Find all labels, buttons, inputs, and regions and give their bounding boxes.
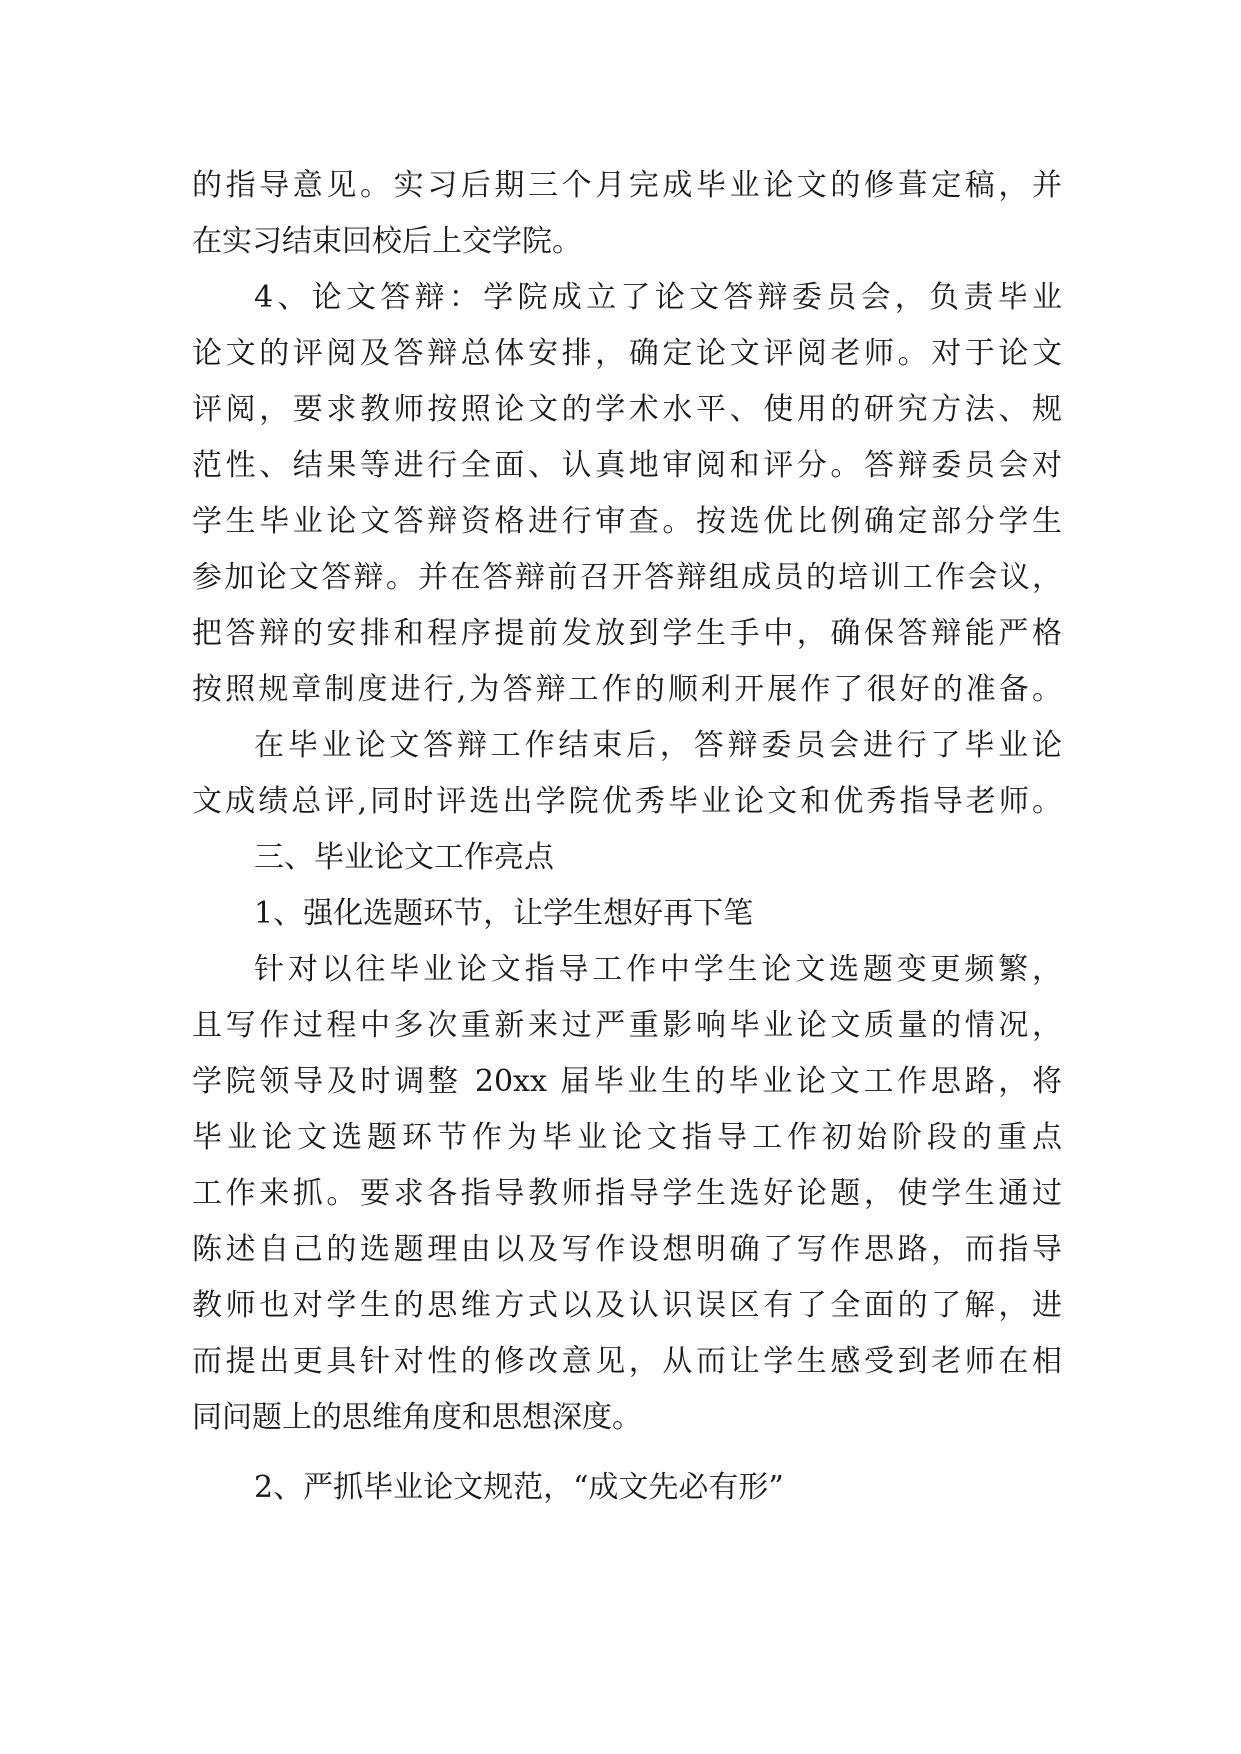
text-line: 评阅，要求教师按照论文的学术水平、使用的研究方法、规	[192, 392, 1062, 427]
text-line: 参加论文答辩。并在答辩前召开答辩组成员的培训工作会议，	[192, 560, 1062, 595]
text-line: 把答辩的安排和程序提前发放到学生手中，确保答辩能严格	[192, 616, 1062, 651]
paragraph-gap	[192, 1446, 1062, 1460]
text-line: 陈述自己的选题理由以及写作设想明确了写作思路，而指导	[192, 1232, 1062, 1267]
paragraph-start-line: 针对以往毕业论文指导工作中学生论文选题变更频繁，	[254, 952, 1062, 987]
text-line: 文成绩总评,同时评选出学院优秀毕业论文和优秀指导老师。	[192, 784, 1062, 819]
subsection-heading: 2、严抓毕业论文规范，“成文先必有形”	[254, 1470, 784, 1505]
text-line: 且写作过程中多次重新来过严重影响毕业论文质量的情况，	[192, 1008, 1062, 1043]
text-line: 范性、结果等进行全面、认真地审阅和评分。答辩委员会对	[192, 448, 1062, 483]
text-line: 在实习结束回校后上交学院。	[192, 224, 582, 259]
text-line: 学生毕业论文答辩资格进行审查。按选优比例确定部分学生	[192, 504, 1062, 539]
text-line: 而提出更具针对性的修改意见，从而让学生感受到老师在相	[192, 1344, 1062, 1379]
text-line: 毕业论文选题环节作为毕业论文指导工作初始阶段的重点	[192, 1120, 1062, 1155]
text-line: 的指导意见。实习后期三个月完成毕业论文的修葺定稿，并	[192, 168, 1062, 203]
section-heading: 三、毕业论文工作亮点	[254, 840, 554, 875]
text-line: 工作来抓。要求各指导教师指导学生选好论题，使学生通过	[192, 1176, 1062, 1211]
text-line: 同问题上的思维角度和思想深度。	[192, 1400, 642, 1435]
text-line: 学院领导及时调整 20xx 届毕业生的毕业论文工作思路，将	[192, 1064, 1062, 1099]
subsection-heading: 1、强化选题环节，让学生想好再下笔	[254, 896, 754, 931]
text-line: 按照规章制度进行,为答辩工作的顺利开展作了很好的准备。	[192, 672, 1062, 707]
paragraph-start-line: 在毕业论文答辩工作结束后，答辩委员会进行了毕业论	[254, 728, 1062, 763]
text-line: 教师也对学生的思维方式以及认识误区有了全面的了解，进	[192, 1288, 1062, 1323]
text-line: 论文的评阅及答辩总体安排，确定论文评阅老师。对于论文	[192, 336, 1062, 371]
paragraph-start-line: 4、论文答辩：学院成立了论文答辩委员会，负责毕业	[254, 280, 1062, 315]
document-body	[192, 158, 1062, 1516]
